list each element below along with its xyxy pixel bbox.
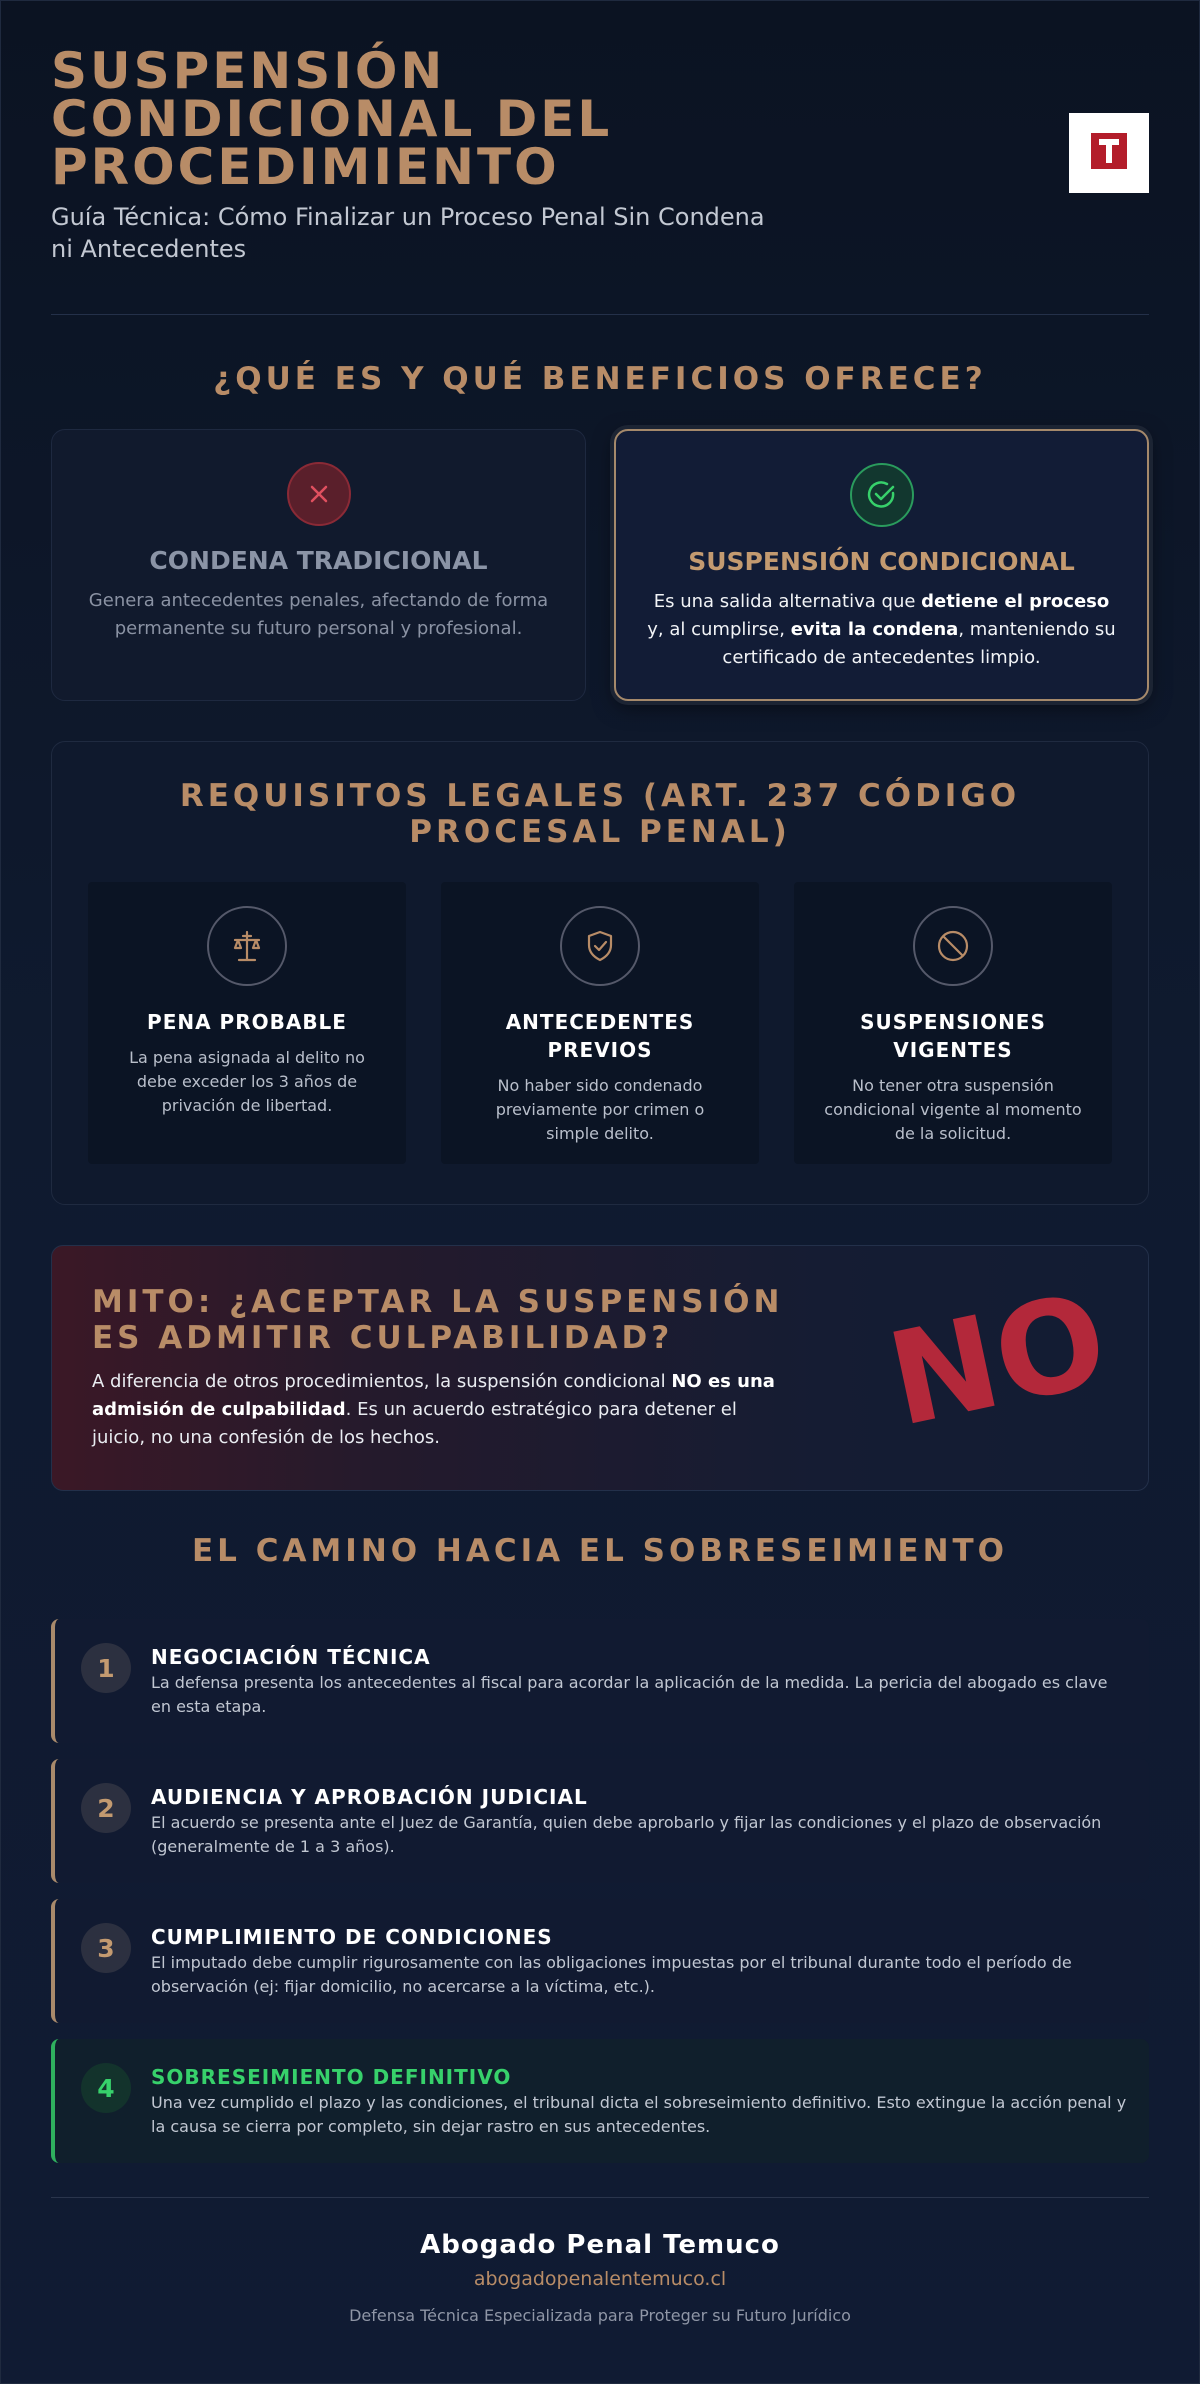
suspension-title: SUSPENSIÓN CONDICIONAL [688, 547, 1075, 576]
shield-check-icon [560, 906, 640, 986]
requirement-text: No tener otra suspensión condicional vigente al momento de la solicitud. [824, 1076, 1082, 1143]
step-title: SOBRESEIMIENTO DEFINITIVO [151, 2065, 512, 2089]
requirements-section [51, 741, 1149, 1205]
requirement-card [88, 882, 406, 1164]
requirement-card [794, 882, 1112, 1164]
myth-section [51, 1245, 1149, 1491]
scale-icon [207, 906, 287, 986]
requirement-title: SUSPENSIONES VIGENTES [860, 1010, 1046, 1062]
step-item [51, 1619, 1149, 1743]
page-title: SUSPENSIÓN CONDICIONAL DEL PROCEDIMIENTO [51, 42, 613, 196]
requirement-card [441, 882, 759, 1164]
step-item [51, 1899, 1149, 2023]
step-text: El acuerdo se presenta ante el Juez de Garantía, quien debe aprobarlo y fijar las condiciones y el plazo de observación (generalmente de 1 a 3 años). [151, 1813, 1102, 1856]
step-title: NEGOCIACIÓN TÉCNICA [151, 1645, 431, 1669]
step-text: Una vez cumplido el plazo y las condiciones, el tribunal dicta el sobreseimiento definitivo. Esto extingue la acción penal y la causa se cierra por completo, sin dejar rastro en sus antecedentes. [151, 2093, 1127, 2136]
footer-website-link[interactable]: abogadopenalentemuco.cl [473, 2268, 727, 2290]
benefits-title: ¿QUÉ ES Y QUÉ BENEFICIOS OFRECE? [213, 361, 987, 397]
no-stamp: NO [876, 1265, 1120, 1456]
footer [51, 2197, 1149, 2325]
header [51, 1, 1149, 315]
suspension-text: Es una salida alternativa que detiene el proceso y, al cumplirse, evita la condena, manteniendo su certificado de antecedentes limpio. [647, 591, 1116, 668]
requirements-title: REQUISITOS LEGALES (ART. 237 CÓDIGO PROCESAL PENAL) [179, 778, 1021, 850]
check-circle-icon [850, 463, 914, 527]
step-number: 2 [81, 1783, 131, 1833]
step-number: 3 [81, 1923, 131, 1973]
step-number: 4 [81, 2063, 131, 2113]
step-item [51, 1759, 1149, 1883]
footer-firm-name: Abogado Penal Temuco [420, 2230, 780, 2260]
requirement-title: PENA PROBABLE [147, 1010, 347, 1034]
requirement-text: La pena asignada al delito no debe exceder los 3 años de privación de libertad. [129, 1048, 365, 1115]
traditional-title: CONDENA TRADICIONAL [149, 546, 488, 575]
step-text: El imputado debe cumplir rigurosamente con las obligaciones impuestas por el tribunal durante todo el período de observación (ej: fijar domicilio, no acercarse a la víctima, etc.). [151, 1953, 1072, 1996]
myth-text: A diferencia de otros procedimientos, la suspensión condicional NO es una admisión de culpabilidad. Es un acuerdo estratégico para detener el juicio, no una confesión de los hechos. [92, 1371, 775, 1448]
firm-logo [1069, 113, 1149, 193]
step-item-final [51, 2039, 1149, 2163]
path-title: EL CAMINO HACIA EL SOBRESEIMIENTO [191, 1533, 1009, 1569]
traditional-text: Genera antecedentes penales, afectando de forma permanente su futuro personal y profesional. [88, 590, 549, 639]
footer-tagline: Defensa Técnica Especializada para Proteger su Futuro Jurídico [349, 2306, 851, 2325]
requirement-title: ANTECEDENTES PREVIOS [505, 1010, 695, 1062]
ban-icon [913, 906, 993, 986]
traditional-sentence-card [51, 429, 586, 701]
comparison-cards [51, 429, 1149, 701]
conditional-suspension-card [614, 429, 1149, 701]
logo-mark-icon [1091, 133, 1127, 169]
step-number: 1 [81, 1643, 131, 1693]
step-title: CUMPLIMIENTO DE CONDICIONES [151, 1925, 553, 1949]
requirement-text: No haber sido condenado previamente por crimen o simple delito. [495, 1076, 705, 1143]
page-subtitle: Guía Técnica: Cómo Finalizar un Proceso Penal Sin Condena ni Antecedentes [51, 203, 765, 263]
steps-list [51, 1619, 1149, 2163]
step-text: La defensa presenta los antecedentes al fiscal para acordar la aplicación de la medida. La pericia del abogado es clave en esta etapa. [151, 1673, 1108, 1716]
x-icon [287, 462, 351, 526]
myth-title: MITO: ¿ACEPTAR LA SUSPENSIÓN ES ADMITIR CULPABILIDAD? [92, 1284, 784, 1356]
step-title: AUDIENCIA Y APROBACIÓN JUDICIAL [151, 1785, 588, 1809]
requirements-grid [88, 882, 1112, 1164]
